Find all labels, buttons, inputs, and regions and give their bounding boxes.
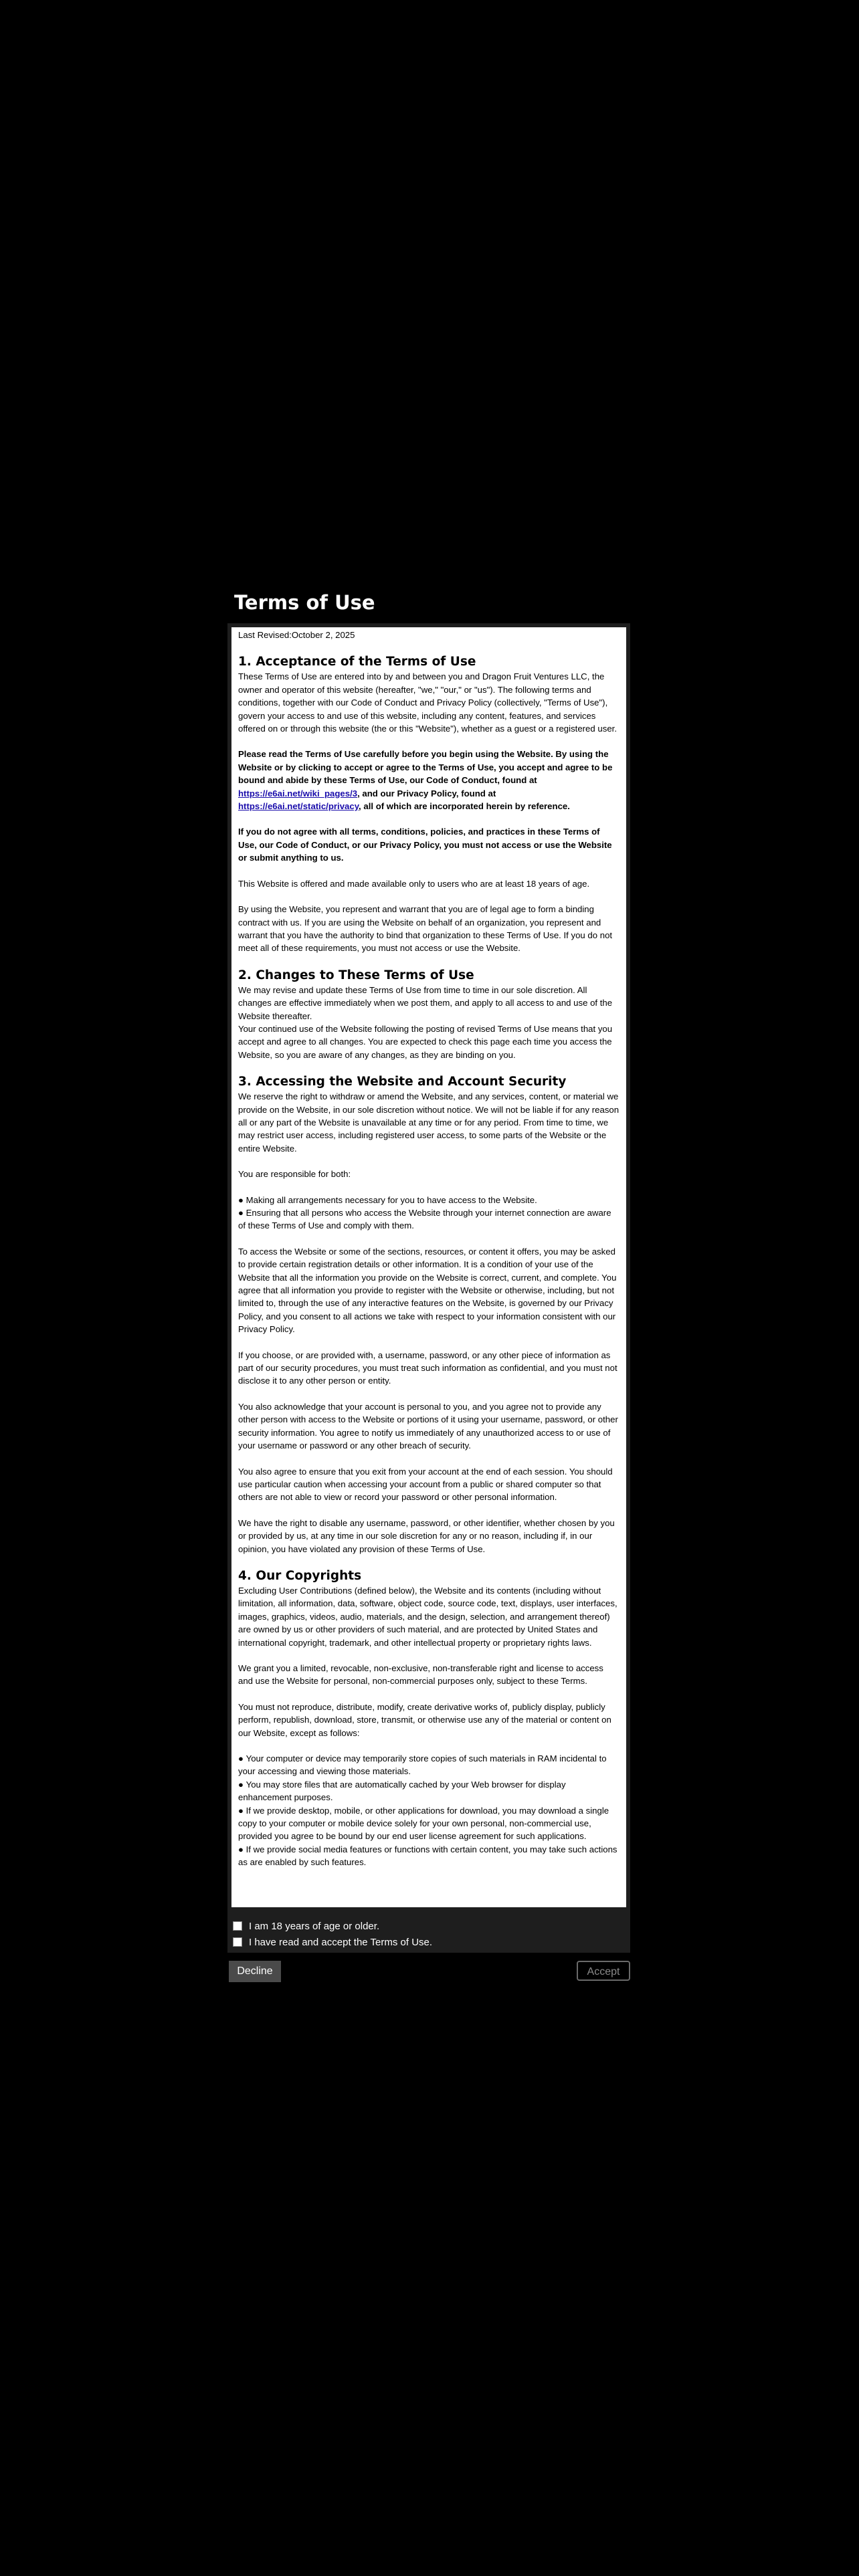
section-1-heading: 1. Acceptance of the Terms of Use <box>238 655 476 669</box>
section-4-paragraph: Excluding User Contributions (defined below), the Website and its contents (including without limitation, all information, data, software, object code, source code, text, displays, user interfaces, images, graphics, videos, audio, materials, and the design, selection, and arrangement thereof) are owned by us or other providers of such material, and are protected by United States and international copyright, trademark, and other intellectual property or proprietary rights laws. <box>238 1585 617 1648</box>
accept-terms-row[interactable] <box>233 1934 625 1950</box>
section-4-heading: 4. Our Copyrights <box>238 1568 362 1583</box>
section-3-paragraph: You also agree to ensure that you exit from your account at the end of each session. You should use particular caution when accessing your account from a public or shared computer so that others are not able to view or record your password or other personal information. <box>238 1466 613 1503</box>
section-1-paragraph: If you do not agree with all terms, conditions, policies, and practices in these Terms of Use, our Code of Conduct, or our Privacy Policy, you must not access or use the Website or submit anything to us. <box>238 827 612 863</box>
section-4-paragraph: We grant you a limited, revocable, non-exclusive, non-transferable right and license to access and use the Website for personal, non-commercial purposes only, subject to these Terms. <box>238 1662 603 1687</box>
section-3-paragraph: To access the Website or some of the sections, resources, or content it offers, you may be asked to provide certain registration details or other information. It is a condition of your use of the Website that all the information you provide on the Website is correct, current, and complete. You agree that all information you provide to register with the Website or otherwise, including, but not limited to, through the use of any interactive features on the Website, is governed by our Privacy Policy, and you consent to all actions we take with respect to your information consistent with our Privacy Policy. <box>238 1246 617 1335</box>
list-item: ● Making all arrangements necessary for you to have access to the Website. <box>238 1194 619 1206</box>
section-2-paragraph: Your continued use of the Website following the posting of revised Terms of Use means that you accept and agree to all changes. You are expected to check this page each time you access the Website, so you are aware of any changes, as they are binding on you. <box>238 1023 613 1060</box>
section-3-paragraph: We have the right to disable any username, password, or other identifier, whether chosen by you or provided by us, at any time in our sole discretion for any or no reason, including if, in our opinion, you have violated any provision of these Terms of Use. <box>238 1517 615 1554</box>
section-4-paragraph: You must not reproduce, distribute, modify, create derivative works of, publicly display, publicly perform, republish, download, store, transmit, or otherwise use any of the material or content on our Website, except as follows: <box>238 1701 611 1738</box>
section-2-heading: 2. Changes to These Terms of Use <box>238 968 474 982</box>
decline-button[interactable]: Decline <box>229 1961 281 1982</box>
section-3-paragraph: If you choose, or are provided with, a username, password, or any other piece of information as part of our security procedures, you must treat such information as confidential, and you must not disclose it to any other person or entity. <box>238 1350 617 1386</box>
list-item: ● If we provide desktop, mobile, or other applications for download, you may download a single copy to your computer or mobile device solely for your own personal, non-commercial use, provided you agree to be bound by our end user license agreement for such applications. <box>238 1804 619 1843</box>
terms-frame <box>227 623 630 1911</box>
age-check-row[interactable] <box>233 1918 625 1934</box>
section-2-paragraph: We may revise and update these Terms of Use from time to time in our sole discretion. All changes are effective immediately when we post them, and apply to all access to and use of the Website thereafter. <box>238 984 613 1021</box>
list-item: ● Your computer or device may temporarily store copies of such materials in RAM incidental to your accessing and viewing those materials. <box>238 1752 619 1778</box>
privacy-policy-link[interactable]: https://e6ai.net/static/privacy <box>238 801 359 812</box>
last-revised: Last Revised:October 2, 2025 <box>238 630 355 640</box>
section-3-paragraph: You are responsible for both: <box>238 1169 351 1180</box>
agreement-checks <box>227 1911 630 1953</box>
accept-terms-checkbox[interactable] <box>233 1937 242 1947</box>
list-item: ● You may store files that are automatically cached by your Web browser for display enhancement purposes. <box>238 1778 619 1804</box>
list-item: ● Ensuring that all persons who access the Website through your internet connection are aware of these Terms of Use and comply with them. <box>238 1206 619 1232</box>
code-of-conduct-link[interactable]: https://e6ai.net/wiki_pages/3 <box>238 788 358 798</box>
dialog-buttons <box>227 1961 630 1982</box>
section-1-paragraph: This Website is offered and made available only to users who are at least 18 years of age. <box>238 878 590 889</box>
section-3-heading: 3. Accessing the Website and Account Security <box>238 1075 567 1089</box>
age-checkbox[interactable] <box>233 1921 242 1931</box>
list-item: ● If we provide social media features or functions with certain content, you may take such actions as are enabled by such features. <box>238 1843 619 1869</box>
accept-terms-label: I have read and accept the Terms of Use. <box>249 1936 433 1948</box>
terms-dialog <box>227 586 630 1982</box>
section-3-paragraph: You also acknowledge that your account is personal to you, and you agree not to provide any other person with access to the Website or portions of it using your username, password, or other security information. You agree to notify us immediately of any unauthorized access to or use of your username or password or any other breach of security. <box>238 1401 618 1451</box>
age-check-label: I am 18 years of age or older. <box>249 1920 380 1932</box>
section-1-paragraph: These Terms of Use are entered into by and between you and Dragon Fruit Ventures LLC, the owner and operator of this website (hereafter, "we," "our," or "us"). The following terms and conditions, together with our Code of Conduct and Privacy Policy (collectively, "Terms of Use"), govern your access to and use of this website, including any content, features, and services offered on or through this website (the or this "Website"), whether as a guest or a registered user. <box>238 671 617 734</box>
dialog-title: Terms of Use <box>234 591 375 614</box>
section-1-paragraph: By using the Website, you represent and warrant that you are of legal age to form a binding contract with us. If you are using the Website on behalf of an organization, you represent and warrant that you have the authority to bind that organization to these Terms of Use. If you do not meet all of these requirements, you must not access or use the Website. <box>238 904 613 954</box>
terms-scroll-area[interactable] <box>231 627 626 1907</box>
section-1-paragraph: Please read the Terms of Use carefully before you begin using the Website. By using the Website or by clicking to accept or agree to the Terms of Use, you accept and agree to be bound and abide by these Terms of Use, our Code of Conduct, found at https://e6ai.net/wiki_pages/3, and our Privacy Policy, found at https://e6ai.net/static/privacy, all of which are incorporated herein by reference. <box>238 749 613 812</box>
section-3-paragraph: We reserve the right to withdraw or amend the Website, and any services, content, or material we provide on the Website, in our sole discretion without notice. We will not be liable if for any reason all or any part of the Website is unavailable at any time or for any period. From time to time, we may restrict user access, including registered user access, to some parts of the Website or the entire Website. <box>238 1091 619 1154</box>
accept-button[interactable]: Accept <box>577 1961 630 1981</box>
